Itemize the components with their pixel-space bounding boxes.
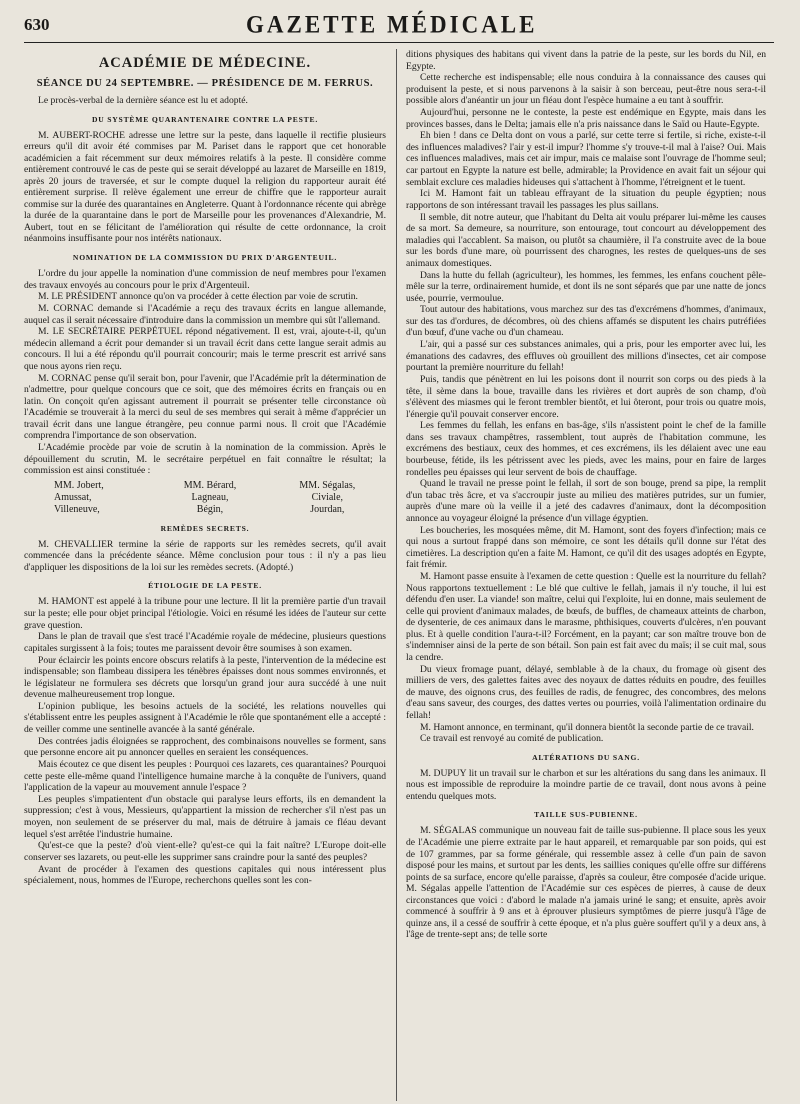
right-column	[396, 49, 766, 1101]
paragraph: Ici M. Hamont fait un tableau effrayant de la situation du peuple égyptien; nous rapportons de son intéressant travail les passages les plus saillans.	[406, 188, 766, 211]
paragraph: M. HAMONT est appelé à la tribune pour une lecture. Il lit la première partie d'un travail sur la peste; elle pour objet principal l'étiologie. Voici en résumé les idées de l'auteur sur cette grave question.	[24, 596, 386, 631]
page-number: 630	[24, 15, 50, 34]
paragraph: Quand le travail ne presse point le fellah, il sort de son bouge, prend sa pipe, la remplit d'un tabac très âcre, et va s'accroupir juste au milieu des matières putrides, sur un fumier, auprès d'une mare où la veille il a jeté des cadavres d'animaux, dont la décomposition annonce au voyageur éloigné la présence d'un village égyptien.	[406, 478, 766, 524]
paragraph: Le procès-verbal de la dernière séance est lu et adopté.	[38, 95, 248, 106]
paragraph: Cette recherche est indispensable; elle nous conduira à la connaissance des causes qui produisent la peste, et si nous parvenons à la saisir à son berceau, peut-être nous sera-t-il possible alors d'anéantir un jour un fléau dont l'espèce humaine a eu tant à souffrir.	[406, 72, 766, 107]
paragraph: M. LE SECRÉTAIRE PERPÉTUEL répond négativement. Il est, vrai, ajoute-t-il, qu'un médecin allemand a écrit pour demander si un travail écrit dans cette langue serait admis au concours. Il lui a été répondu qu'il pourrait concourir; mais le terme prescrit est arrivé sans que nous ayons rien reçu.	[24, 326, 386, 372]
paragraph: M. Hamont passe ensuite à l'examen de cette question : Quelle est la nourriture du fellah? Nous rapportons textuellement : Le blé que cultive le fellah, jamais il n'y touche, il lui est défendu d'en user. La viande! son maître, celui qui l'exploite, lui en donne, mais seulement de celle qui provient d'animaux malades, de bœufs, de buffles, de chameaux atteints de charbon, de dysenterie, de ces animaux dans le marasme, phthisiques, couverts d'ulcères, n'en pouvant plus. Et à quelle condition l'aura-t-il? Forcément, en la payant; car son maître trouve bon de s'indemniser ainsi de la perte de son bétail. Son pain est fait avec du maïs; il se cuit mal, sous la cendre.	[406, 571, 766, 663]
paragraph: L'ordre du jour appelle la nomination d'une commission de neuf membres pour l'examen des travaux envoyés au concours pour le prix d'Argenteuil.	[24, 268, 386, 291]
members-group-1: MM. Jobert, Amussat, Villeneuve,	[54, 479, 104, 515]
paragraph: M. CORNAC pense qu'il serait bon, pour l'avenir, que l'Académie prît la détermination de n'admettre, pour quelque concours que ce soit, que des mémoires écrits en français ou en latin. On conçoit qu'en agissant autrement il pourrait se présenter telle circonstance où l'Académie se trouverait à la merci du seul de ses membres qui serait à même d'apprécier un travail écrit dans une langue étrangère, peu connue parmi nous. Il croit que l'Académie comprendra l'importance de son observation.	[24, 372, 386, 442]
subsection-title: REMÈDES SECRETS.	[160, 523, 250, 533]
masthead	[24, 8, 774, 43]
left-column	[24, 49, 394, 1101]
journal-title: GAZETTE MÉDICALE	[246, 10, 538, 39]
paragraph: Mais écoutez ce que disent les peuples : Pourquoi ces lazarets, ces quarantaines? Pourquoi cette peste elle-même quand l'intelligence humaine marche à la conquête de l'univers, quand l'application de la vapeur au mouvement annule l'espace ?	[24, 759, 386, 794]
paragraph: Aujourd'hui, personne ne le conteste, la peste est endémique en Egypte, mais dans les provinces basses, dans le Delta; jamais elle n'a pris naissance dans le Saïd ou Haute-Egypte.	[406, 107, 766, 130]
paragraph: Du vieux fromage puant, délayé, semblable à de la chaux, du fromage où gisent des milliers de vers, des galettes faites avec des noyaux de dattes réduits en poudre, des feuilles de mauve, des oignons crus, des feuilles de radis, de fenugrec, des concombres, des melons d'eau sans saveur, des courges, des dattes vertes ou pourries, voilà l'alimentation ordinaire du fellah!	[406, 663, 766, 721]
paragraph: Avant de procéder à l'examen des questions capitales qui nous intéressent plus spécialement, nous, hommes de l'Europe, recherchons quelles sont les con-	[24, 863, 386, 887]
subsection-title: ALTÉRATIONS DU SANG.	[532, 752, 640, 762]
paragraph: Dans la hutte du fellah (agriculteur), les hommes, les femmes, les enfans couchent pêle-mêle sur la terre, ordinairement humide, et dont ils ne sont séparés que par une natte de joncs usée, pourrie, vermoulue.	[406, 269, 766, 304]
paragraph: M. Hamont annonce, en terminant, qu'il donnera bientôt la seconde partie de ce travail.	[420, 721, 754, 733]
subsection-title: NOMINATION DE LA COMMISSION DU PRIX D'ARGENTEUIL.	[72, 253, 338, 263]
paragraph: Les peuples s'impatientent d'un obstacle qui paralyse leurs efforts, ils en demandent la suppression; c'est à vous, Messieurs, qu'appartient la mission de rechercher s'il n'est pas un moyen, non seulement de se préserver du mal, mais de détruire à jamais ce fléau devant lequel s'est arrêtée l'industrie humaine.	[24, 793, 386, 840]
paragraph: M. DUPUY lit un travail sur le charbon et sur les altérations du sang dans les animaux. Il nous est impossible de reproduire la moindre partie de ce travail, dont nous avons à peine entendu quelques mots.	[406, 767, 766, 802]
paragraph: Puis, tandis que pénètrent en lui les poisons dont il nourrit son corps ou des pieds à la tête, il sème dans la boue, travaille dans les rivières et dort auprès de son champ, d'où s'élèvent des miasmes qui le feront trembler bientôt, et lui ôteront, pour trois ou quatre mois, l'énergie qu'il pouvait conserver encore.	[406, 374, 766, 420]
members-group-3: MM. Ségalas, Civiale, Jourdan,	[299, 479, 356, 515]
paragraph: Tout autour des habitations, vous marchez sur des tas d'excrémens d'hommes, d'animaux, sur des tas d'ordures, de décombres, où des chiens affamés se disputent les chairs putréfiées d'un bœuf, d'une vache ou d'un chameau.	[406, 304, 766, 339]
paragraph: Dans le plan de travail que s'est tracé l'Académie royale de médecine, plusieurs questions capitales surgissent à la fois; toutes me paraissent devoir être soumises à son examen.	[24, 631, 386, 654]
paragraph: M. LE PRÉSIDENT annonce qu'on va procéder à cette élection par voie de scrutin.	[38, 291, 358, 303]
paragraph: Les boucheries, les mosquées même, dit M. Hamont, sont des foyers d'infection; mais ce qui nous a surtout frappé dans son mémoire, ce sont les détails qu'il donne sur l'état des cimetières. La description qu'en a faite M. Hamont, ce qu'il dit des usages adoptés en Egypte, fait frémir.	[406, 524, 766, 571]
section-heading: ACADÉMIE DE MÉDECINE.	[98, 55, 312, 71]
paragraph: Pour éclaircir les points encore obscurs relatifs à la peste, l'intervention de la médecine est indispensable; son flambeau dissipera les ténèbres épaisses dont nous sommes environnés, et le législateur ne formulera ses décrets que lorsqu'un grand jour aura succédé à une nuit devenue malheureusement trop longue.	[24, 654, 386, 701]
paragraph: M. CORNAC demande si l'Académie a reçu des travaux écrits en langue allemande, auquel cas il serait nécessaire d'introduire dans la commission un membre qui sût l'allemand.	[24, 303, 386, 326]
paragraph: L'Académie procède par voie de scrutin à la nomination de la commission. Après le dépouillement du scrutin, M. le secrétaire perpétuel en fait connaître le résultat; la commission est ainsi constituée :	[24, 442, 386, 477]
paragraph: Qu'est-ce que la peste? d'où vient-elle? qu'est-ce qui la fait naître? L'Europe doit-elle conserver ses lazarets, ou peut-elle les supprimer sans craindre pour la santé des peuples?	[24, 840, 386, 863]
subsection-title: ÉTIOLOGIE DE LA PESTE.	[148, 581, 262, 591]
paragraph: Eh bien ! dans ce Delta dont on vous a parlé, sur cette terre si fertile, si riche, existe-t-il des influences maladives? l'air y est-il impur? l'homme s'y trouve-t-il mal à l'aise? Oui. Mais ces influences maladives, mais cet air impur, mais ce malaise sont l'ouvrage de l'homme seul; car partout en Egypte la nature est belle, admirable; la Providence en avait fait un séjour qui semblait exclure ces maladies hideuses qui s'attachent à l'homme, l'étreignent et le tuent.	[406, 130, 766, 188]
paragraph: M. CHEVALLIER termine la série de rapports sur les remèdes secrets, qu'il avait commencée dans la précédente séance. Même conclusion pour tous : il n'y a pas lieu d'appliquer les dispositions de la loi sur les remèdes secrets. (Adopté.)	[24, 538, 386, 573]
subsection-title: TAILLE SUS-PUBIENNE.	[534, 810, 638, 820]
session-heading: SÉANCE DU 24 SEPTEMBRE. — PRÉSIDENCE DE M. FERRUS.	[36, 78, 374, 89]
paragraph: Des contrées jadis éloignées se rapprochent, des combinaisons nouvelles se forment, sans que personne encore ait pu annoncer quelles en seraient les conséquences.	[24, 735, 386, 759]
commission-members	[34, 480, 386, 516]
subsection-title: DU SYSTÈME QUARANTENAIRE CONTRE LA PESTE.	[91, 114, 319, 124]
paragraph: M. AUBERT-ROCHE adresse une lettre sur la peste, dans laquelle il rectifie plusieurs erreurs qu'il dit avoir été commises par M. Pariset dans le rapport que cet honorable académicien a fait récemment sur deux mémoires relatifs à la peste. Il considère comme entièrement controuvé le cas de peste qui se serait développé au lazaret de Marseille en 1819, après 20 jours de traversée, et sur le compte duquel la religion du rapporteur aurait été entièrement surprise. Il relève également une erreur de chiffre que le rapporteur aurait commise sur la durée des quarantaines en Angleterre. Quant à l'ordonnance récente qui abrège la durée de la quarantaine dans le port de Marseille pour les provenances d'Alexandrie, M. Aubert, tout en se félicitant de l'amélioration qui résulte de cette ordonnance, la croit néanmoins insuffisante pour nos intérêts nationaux.	[24, 129, 386, 245]
paragraph: L'air, qui a passé sur ces substances animales, qui a pris, pour les emporter avec lui, les émanations des cadavres, des effluves où grouillent des millions d'insectes, cet air compose pourtant la première nourriture du fellah!	[406, 339, 766, 374]
paragraph: ditions physiques des habitans qui vivent dans la patrie de la peste, sur les bords du Nil, en Egypte.	[406, 49, 766, 72]
paragraph: Ce travail est renvoyé au comité de publication.	[420, 733, 604, 745]
paragraph: M. SÉGALAS communique un nouveau fait de taille sus-pubienne. Il place sous les yeux de l'Académie une pierre extraite par le haut appareil, et remarquable par son poids, qui est de 107 grammes, par sa forme générale, qui ressemble assez à celle d'un pain de savon disposé pour les mains, et surtout par les dents, les saillies coniques qu'elle offre sur différens points de sa surface, encore qu'elle paraisse, d'après sa couleur, être composée d'acide urique. M. Ségalas appelle l'attention de l'Académie sur ces espèces de pierres, à cause de deux circonstances que voici : d'abord le malade n'a jamais uriné le sang; et ensuite, après avoir commencé à souffrir à 9 ans et à éprouver plusieurs symptômes de pierre jusqu'à l'âge de quinze ans, il a cessé de souffrir à cette époque, et n'a plus guère souffert qu'il y a deux ans, à l'âge de trente-sept ans; de telle sorte	[406, 825, 766, 941]
members-group-2: MM. Bérard, Lagneau, Bégin,	[183, 479, 237, 515]
paragraph: Il semble, dit notre auteur, que l'habitant du Delta ait voulu préparer lui-même les causes de sa mort. Sa demeure, sa nourriture, son entourage, tout concourt au développement des maladies qui l'accablent. Sa maison, ou plutôt sa chaumière, il l'a construite avec de la boue sur les bords d'une mare, où pourrissent des charognes, les restes de quelques-uns de ses animaux domestiques.	[406, 211, 766, 269]
paragraph: L'opinion publique, les besoins actuels de la société, les relations nouvelles qui s'établissent entre les peuples assignent à l'Académie le rôle que spontanément elle a accepté : de veiller comme une sentinelle avancée à la santé générale.	[24, 700, 386, 736]
paragraph: Les femmes du fellah, les enfans en bas-âge, s'ils n'assistent point le chef de la famille dans ses travaux champêtres, rassemblent, tout auprès de l'habitation commune, les excrémens des bestiaux, ceux des hommes, et ces excrémens, ils les délaient avec une eau bourbeuse, fétide, ils les pétrissent avec les pieds, avec les mains, pour en faire de larges rondelles peu épaisses qui leur servent de bois de chauffage.	[406, 420, 766, 478]
text-columns	[24, 49, 774, 1101]
